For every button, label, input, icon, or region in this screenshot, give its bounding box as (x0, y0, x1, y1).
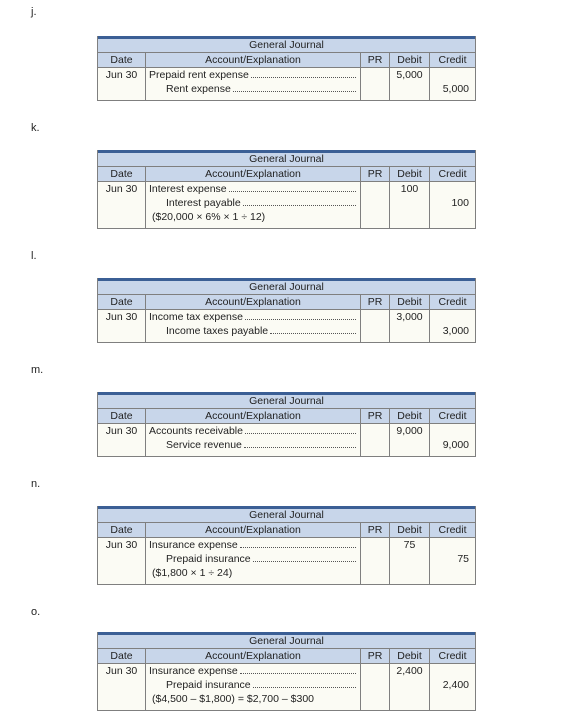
debit-account-line (146, 538, 360, 552)
entry-letter: j. (31, 6, 37, 18)
debit-account: Income tax expense (149, 311, 243, 323)
debit-amount: 75 (403, 539, 416, 551)
entry-date: Jun 30 (98, 68, 146, 100)
debit-column (390, 424, 430, 456)
account-header: Account/Explanation (146, 409, 361, 423)
credit-amount: 9,000 (442, 439, 469, 451)
credit-header: Credit (438, 296, 467, 308)
credit-account-line (146, 82, 360, 96)
credit-column (430, 310, 475, 342)
explanation: ($20,000 × 6% × 1 ÷ 12) (152, 211, 266, 223)
pr-header: PR (361, 167, 390, 181)
credit-header: Credit (438, 410, 467, 422)
date-header: Date (98, 295, 146, 309)
entry-date: Jun 30 (98, 310, 146, 342)
general-journal-table (97, 278, 476, 343)
credit-header: Credit (438, 54, 467, 66)
credit-account: Income taxes payable (166, 325, 269, 337)
journal-header-row (98, 523, 475, 538)
pr-column (361, 68, 390, 100)
date-header: Date (98, 409, 146, 423)
account-column (146, 182, 361, 228)
entry-date: Jun 30 (98, 664, 146, 710)
entry-letter: n. (31, 478, 41, 490)
date-header: Date (98, 167, 146, 181)
leader-dots (229, 183, 356, 192)
debit-amount: 3,000 (396, 311, 423, 323)
debit-header: Debit (390, 649, 430, 663)
journal-body (98, 182, 475, 228)
leader-dots (251, 69, 356, 78)
general-journal-table (97, 392, 476, 457)
credit-account: Service revenue (166, 439, 242, 451)
debit-account-line (146, 424, 360, 438)
entry-date: Jun 30 (98, 538, 146, 584)
credit-account-line (146, 324, 360, 338)
explanation-line (146, 692, 360, 706)
credit-header: Credit (438, 168, 467, 180)
credit-account-line (146, 678, 360, 692)
credit-column (430, 538, 475, 584)
debit-column (390, 310, 430, 342)
debit-header: Debit (390, 295, 430, 309)
journal-title: General Journal (98, 632, 475, 649)
general-journal-table (97, 150, 476, 229)
explanation: ($4,500 – $1,800) = $2,700 – $300 (152, 693, 315, 705)
credit-column (430, 68, 475, 100)
journal-title: General Journal (98, 392, 475, 409)
pr-column (361, 538, 390, 584)
leader-dots (253, 553, 356, 562)
leader-dots (245, 425, 356, 434)
debit-header: Debit (390, 523, 430, 537)
credit-column (430, 664, 475, 710)
debit-account: Accounts receivable (149, 425, 243, 437)
debit-column (390, 664, 430, 710)
journal-title: General Journal (98, 150, 475, 167)
debit-header: Debit (390, 53, 430, 67)
journal-title: General Journal (98, 36, 475, 53)
credit-account: Rent expense (166, 83, 231, 95)
journal-body (98, 538, 475, 584)
credit-amount: 5,000 (442, 83, 469, 95)
pr-header: PR (361, 523, 390, 537)
debit-account: Insurance expense (149, 665, 238, 677)
debit-amount: 2,400 (396, 665, 423, 677)
account-header: Account/Explanation (146, 295, 361, 309)
credit-account: Prepaid insurance (166, 553, 251, 565)
pr-header: PR (361, 295, 390, 309)
general-journal-table (97, 36, 476, 101)
journal-title: General Journal (98, 278, 475, 295)
account-column (146, 664, 361, 710)
pr-column (361, 182, 390, 228)
journal-header-row (98, 409, 475, 424)
account-column (146, 68, 361, 100)
credit-column (430, 182, 475, 228)
explanation: ($1,800 × 1 ÷ 24) (152, 567, 233, 579)
leader-dots (240, 665, 356, 674)
credit-amount: 3,000 (442, 325, 469, 337)
credit-account-line (146, 196, 360, 210)
journal-body (98, 310, 475, 342)
debit-amount: 9,000 (396, 425, 423, 437)
journal-body (98, 424, 475, 456)
debit-account-line (146, 68, 360, 82)
credit-account-line (146, 438, 360, 452)
credit-column (430, 424, 475, 456)
pr-header: PR (361, 53, 390, 67)
entry-letter: o. (31, 606, 41, 618)
date-header: Date (98, 53, 146, 67)
credit-header: Credit (438, 650, 467, 662)
leader-dots (253, 679, 356, 688)
explanation-line (146, 566, 360, 580)
debit-column (390, 68, 430, 100)
journal-header-row (98, 295, 475, 310)
pr-column (361, 310, 390, 342)
debit-account: Insurance expense (149, 539, 238, 551)
debit-header: Debit (390, 409, 430, 423)
credit-account-line (146, 552, 360, 566)
credit-amount: 75 (457, 553, 469, 565)
entry-date: Jun 30 (98, 182, 146, 228)
account-column (146, 310, 361, 342)
leader-dots (240, 539, 356, 548)
journal-body (98, 68, 475, 100)
journal-title: General Journal (98, 506, 475, 523)
entry-letter: m. (31, 364, 44, 376)
leader-dots (270, 325, 356, 334)
pr-header: PR (361, 409, 390, 423)
account-header: Account/Explanation (146, 523, 361, 537)
entry-letter: l. (31, 250, 37, 262)
debit-column (390, 182, 430, 228)
account-header: Account/Explanation (146, 649, 361, 663)
journal-header-row (98, 167, 475, 182)
journal-body (98, 664, 475, 710)
leader-dots (245, 311, 356, 320)
journal-header-row (98, 53, 475, 68)
account-header: Account/Explanation (146, 167, 361, 181)
account-column (146, 424, 361, 456)
credit-header: Credit (438, 524, 467, 536)
explanation-line (146, 210, 360, 224)
debit-column (390, 538, 430, 584)
debit-account: Prepaid rent expense (149, 69, 249, 81)
debit-amount: 100 (400, 183, 419, 195)
leader-dots (244, 439, 356, 448)
debit-account-line (146, 182, 360, 196)
entry-date: Jun 30 (98, 424, 146, 456)
journal-header-row (98, 649, 475, 664)
credit-amount: 100 (451, 197, 469, 209)
account-header: Account/Explanation (146, 53, 361, 67)
general-journal-table (97, 506, 476, 585)
date-header: Date (98, 649, 146, 663)
credit-account: Interest payable (166, 197, 241, 209)
credit-account: Prepaid insurance (166, 679, 251, 691)
pr-column (361, 664, 390, 710)
pr-column (361, 424, 390, 456)
debit-account-line (146, 310, 360, 324)
account-column (146, 538, 361, 584)
debit-account: Interest expense (149, 183, 227, 195)
leader-dots (243, 197, 356, 206)
pr-header: PR (361, 649, 390, 663)
credit-amount: 2,400 (442, 679, 469, 691)
date-header: Date (98, 523, 146, 537)
debit-amount: 5,000 (396, 69, 423, 81)
leader-dots (233, 83, 356, 92)
entry-letter: k. (31, 122, 40, 134)
general-journal-table (97, 632, 476, 711)
debit-header: Debit (390, 167, 430, 181)
debit-account-line (146, 664, 360, 678)
